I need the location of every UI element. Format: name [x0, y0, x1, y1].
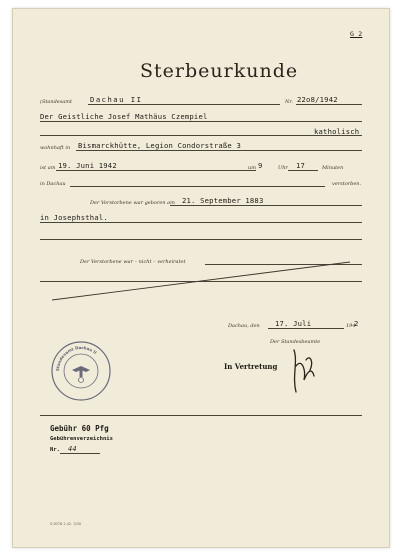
- residence-label: wohnhaft in: [40, 145, 71, 151]
- fee-nr-value: 44: [68, 445, 77, 453]
- fee-nr-line: [60, 453, 100, 454]
- person-residence: Bismarckhütte, Legion Condorstraße 3: [78, 141, 241, 150]
- marital-label: Der Verstorbene war – nicht – verheiratet: [80, 259, 186, 265]
- fee-register: Gebührenverzeichnis: [50, 436, 113, 442]
- closing-place: Dachau, den: [228, 323, 260, 329]
- death-minute: 17: [296, 161, 306, 170]
- death-date: 19. Juni 1942: [58, 161, 117, 170]
- minute-unit: Minuten: [322, 165, 344, 171]
- death-label: ist am: [40, 165, 56, 171]
- person-name: Der Geistliche Josef Mathäus Czempiel: [40, 112, 208, 121]
- deceased-word: verstorben.: [332, 181, 362, 187]
- fee-nr-label: Nr.: [50, 447, 60, 453]
- closing-year-prefix: 194: [346, 323, 356, 329]
- registry-number: 22o8/1942: [297, 95, 338, 104]
- place-label: in Dachau: [40, 181, 66, 187]
- footer-code: S.0078 2.42. 3/30: [50, 522, 82, 526]
- death-hour: 9: [258, 161, 263, 170]
- registry-office: Dachau II: [90, 95, 143, 104]
- person-religion: katholisch: [314, 127, 360, 136]
- hour-unit: Uhr: [278, 165, 288, 171]
- registry-prefix: (Standesamt: [40, 99, 73, 105]
- form-code: G 2: [350, 30, 363, 38]
- svg-text:Standesamt Dachau II: Standesamt Dachau II: [54, 344, 98, 372]
- document-title: Sterbeurkunde: [140, 60, 299, 82]
- fee-amount: Gebühr 60 Pfg: [50, 424, 109, 433]
- birth-label: Der Verstorbene war geboren am: [90, 200, 175, 206]
- registry-nr-label: Nr.: [285, 99, 293, 105]
- vertretung-stamp: In Vertretung: [224, 362, 278, 371]
- birth-date: 21. September 1883: [182, 196, 264, 205]
- hour-label: um: [248, 165, 256, 171]
- closing-date-line: [268, 328, 344, 329]
- closing-year-suffix: 2: [354, 319, 359, 328]
- bottom-divider: [40, 415, 362, 416]
- official-label: Der Standesbeamte: [270, 339, 321, 345]
- closing-date: 17. Juli: [275, 319, 312, 328]
- official-seal: [50, 340, 112, 402]
- official-signature: [284, 340, 324, 400]
- birth-place: in Josephsthal.: [40, 213, 108, 222]
